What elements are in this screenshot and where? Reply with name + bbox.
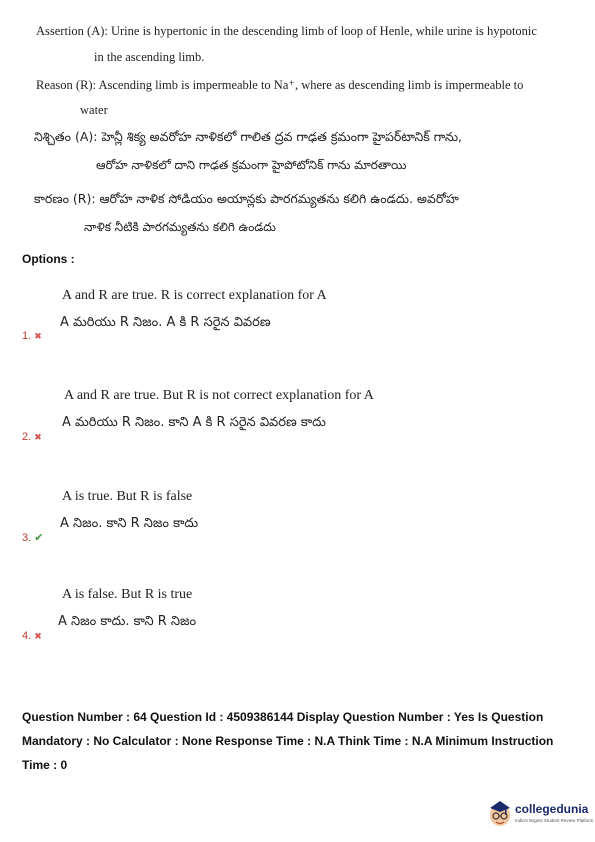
option-2-number [22, 431, 42, 443]
question-meta-line-3: Time : 0 [22, 758, 68, 772]
options-heading: Options : [22, 252, 75, 266]
option-3-telugu: A నిజం. కాని R నిజం కాదు [60, 516, 199, 531]
option-2-number-label: 2. [22, 431, 32, 443]
option-1[interactable] [0, 280, 595, 350]
option-4-number-label: 4. [22, 630, 32, 642]
cross-icon: ✖ [34, 331, 42, 341]
reason-line-2: water [80, 103, 108, 117]
option-1-telugu: A మరియు R నిజం. A కి R సరైన వివరణ [60, 315, 271, 330]
option-2-english: A and R are true. But R is not correct explanation for A [64, 388, 374, 403]
option-4[interactable] [0, 583, 595, 653]
option-2[interactable] [0, 382, 595, 452]
assertion-line-2: in the ascending limb. [94, 50, 205, 64]
check-icon: ✔ [34, 532, 44, 544]
cross-icon: ✖ [34, 631, 42, 641]
reason-line-1: Reason (R): Ascending limb is impermeable to Na⁺, where as descending limb is impermeable to [36, 78, 524, 92]
collegedunia-logo [487, 798, 594, 830]
option-2-telugu: A మరియు R నిజం. కాని A కి R సరైన వివరణ కాదు [62, 415, 326, 430]
option-1-number [22, 330, 42, 342]
logo-tagline: India's largest Student Review Platform [515, 818, 594, 823]
logo-name: collegedunia [515, 802, 589, 816]
option-4-telugu: A నిజం కాదు. కాని R నిజం [58, 614, 197, 629]
telugu-reason-line-1: కారణం (R): ఆరోహ నాళిక సోడియం అయాన్లకు పారగమ్యతను కలిగి ఉండదు. అవరోహ [34, 191, 459, 206]
option-3-number [22, 531, 43, 544]
telugu-assertion-line-2: ఆరోహ నాళికలో దాని గాఢత క్రమంగా హైపోటోనిక్ గాను మారతాయి [96, 158, 407, 172]
question-meta-line-2: Mandatory : No Calculator : None Response Time : N.A Think Time : N.A Minimum Instruction [22, 734, 554, 748]
option-4-number [22, 630, 42, 642]
option-1-english: A and R are true. R is correct explanation for A [62, 288, 327, 303]
option-1-number-label: 1. [22, 330, 32, 342]
option-3[interactable] [0, 483, 595, 553]
assertion-line-1: Assertion (A): Urine is hypertonic in the descending limb of loop of Henle, while urine is hypotonic [36, 24, 537, 38]
logo-mascot-icon [487, 798, 513, 828]
telugu-assertion-line-1: నిశ్చితం (A): హెన్లీ శిక్య అవరోహ నాళికలో గాలిత ద్రవ గాఢత క్రమంగా హైపర్‌టానిక్ గాను, [34, 129, 462, 144]
option-4-english: A is false. But R is true [62, 587, 193, 602]
option-3-english: A is true. But R is false [62, 489, 193, 504]
telugu-reason-line-2: నాళిక నీటికి పారగమ్యతను కలిగి ఉండదు [84, 220, 276, 234]
question-meta-line-1: Question Number : 64 Question Id : 4509386144 Display Question Number : Yes Is Question [22, 710, 544, 724]
cross-icon: ✖ [34, 432, 42, 442]
option-3-number-label: 3. [22, 532, 32, 544]
